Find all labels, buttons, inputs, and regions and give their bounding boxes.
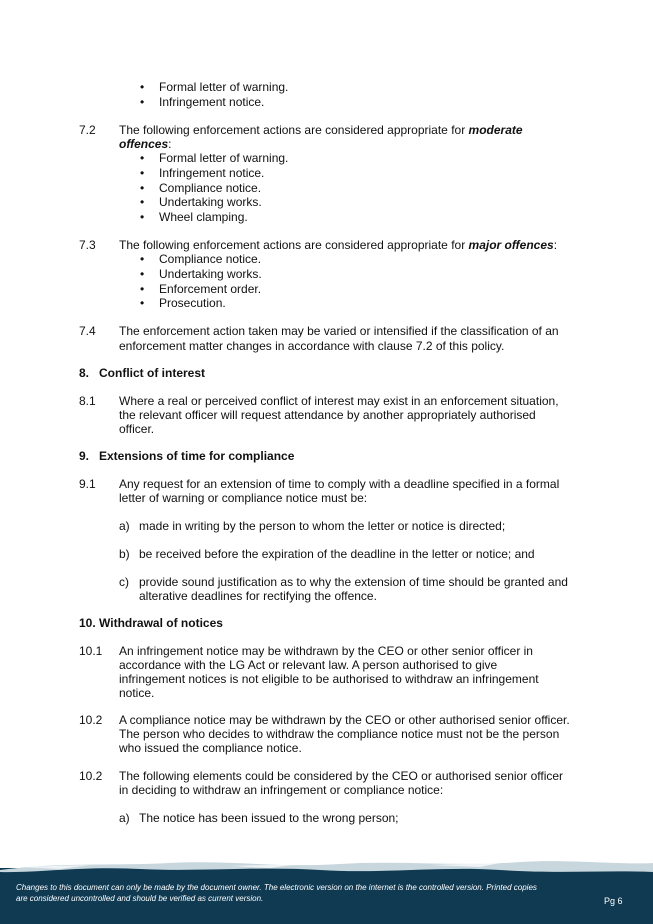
clause-number: 7.4 bbox=[79, 324, 96, 338]
clause-number: 10.1 bbox=[79, 644, 103, 658]
list-item: Infringement notice. bbox=[159, 95, 265, 109]
list-item: Formal letter of warning. bbox=[159, 151, 289, 165]
clause-text: The following elements could be considered by the CEO or authorised senior officer bbox=[119, 769, 564, 783]
clause-text: A compliance notice may be withdrawn by the CEO or other authorised senior officer. bbox=[119, 713, 570, 727]
clause-text: The following enforcement actions are considered appropriate for moderate bbox=[119, 123, 523, 137]
clause-number: 10.2 bbox=[79, 713, 103, 727]
clause-text: Any request for an extension of time to comply with a deadline specified in a formal bbox=[119, 477, 560, 491]
sub-item-text: alterative deadlines for rectifying the offence. bbox=[139, 589, 377, 603]
bullet-dot: • bbox=[140, 80, 145, 94]
bullet-dot: • bbox=[140, 95, 145, 109]
sub-item-text: be received before the expiration of the deadline in the letter or notice; and bbox=[139, 547, 535, 561]
list-item: Enforcement order. bbox=[159, 282, 262, 296]
clause-text: who issued the compliance notice. bbox=[119, 741, 302, 755]
sub-item-text: The notice has been issued to the wrong person; bbox=[139, 811, 399, 825]
footer-disclaimer-line: are considered uncontrolled and should be verified as current version. bbox=[16, 894, 264, 903]
bullet-dot: • bbox=[140, 252, 145, 266]
clause-number: 10.2 bbox=[79, 769, 103, 783]
sub-item-label: c) bbox=[119, 575, 129, 589]
clause-number: 7.2 bbox=[79, 123, 96, 137]
bullet-dot: • bbox=[140, 282, 145, 296]
footer-disclaimer bbox=[16, 882, 576, 904]
section-heading: Extensions of time for compliance bbox=[99, 449, 295, 463]
clause-text: The enforcement action taken may be varied or intensified if the classification of an bbox=[119, 324, 559, 338]
bullet-dot: • bbox=[140, 181, 145, 195]
sub-item-label: b) bbox=[119, 547, 130, 561]
bullet-dot: • bbox=[140, 151, 145, 165]
sub-item-label: a) bbox=[119, 811, 130, 825]
clause-text: infringement notices is not eligible to be authorised to withdraw an infringement bbox=[119, 672, 539, 686]
clause-text: The person who decides to withdraw the compliance notice must not be the person bbox=[119, 727, 560, 741]
clause-text: accordance with the LG Act or relevant law. A person authorised to give bbox=[119, 658, 498, 672]
list-item: Undertaking works. bbox=[159, 267, 262, 281]
section-number: 8. bbox=[79, 366, 90, 380]
clause-text: letter of warning or compliance notice must be: bbox=[119, 491, 368, 505]
sub-item-text: provide sound justification as to why the extension of time should be granted and bbox=[139, 575, 568, 589]
list-item: Undertaking works. bbox=[159, 195, 262, 209]
list-item: Formal letter of warning. bbox=[159, 80, 289, 94]
list-item: Compliance notice. bbox=[159, 252, 262, 266]
clause-number: 7.3 bbox=[79, 238, 96, 252]
clause-text: Where a real or perceived conflict of interest may exist in an enforcement situation, bbox=[119, 394, 559, 408]
clause-number: 9.1 bbox=[79, 477, 96, 491]
section-number: 9. bbox=[79, 449, 90, 463]
page-number: Pg 6 bbox=[604, 896, 623, 906]
clause-text: enforcement matter changes in accordance with clause 7.2 of this policy. bbox=[119, 339, 505, 353]
clause-text: officer. bbox=[119, 422, 155, 436]
clause-text: An infringement notice may be withdrawn by the CEO or other senior officer in bbox=[119, 644, 533, 658]
bullet-dot: • bbox=[140, 166, 145, 180]
list-item: Wheel clamping. bbox=[159, 210, 248, 224]
list-item: Infringement notice. bbox=[159, 166, 265, 180]
footer-disclaimer-line: Changes to this document can only be made by the document owner. The electronic version on the internet is the controlled version. Printed copies bbox=[16, 883, 537, 892]
bullet-dot: • bbox=[140, 267, 145, 281]
sub-item-text: made in writing by the person to whom the letter or notice is directed; bbox=[139, 519, 506, 533]
bullet-dot: • bbox=[140, 210, 145, 224]
clause-text: in deciding to withdraw an infringement or compliance notice: bbox=[119, 783, 444, 797]
clause-text: notice. bbox=[119, 686, 155, 700]
sub-item-label: a) bbox=[119, 519, 130, 533]
clause-text: The following enforcement actions are considered appropriate for major offences: bbox=[119, 238, 558, 252]
bullet-dot: • bbox=[140, 195, 145, 209]
bullet-dot: • bbox=[140, 296, 145, 310]
section-heading: Conflict of interest bbox=[99, 366, 206, 380]
list-item: Prosecution. bbox=[159, 296, 226, 310]
section-heading: 10. Withdrawal of notices bbox=[79, 616, 223, 630]
clause-number: 8.1 bbox=[79, 394, 96, 408]
clause-text: offences: bbox=[119, 137, 172, 151]
clause-text: the relevant officer will request attendance by another appropriately authorised bbox=[119, 408, 536, 422]
list-item: Compliance notice. bbox=[159, 181, 262, 195]
